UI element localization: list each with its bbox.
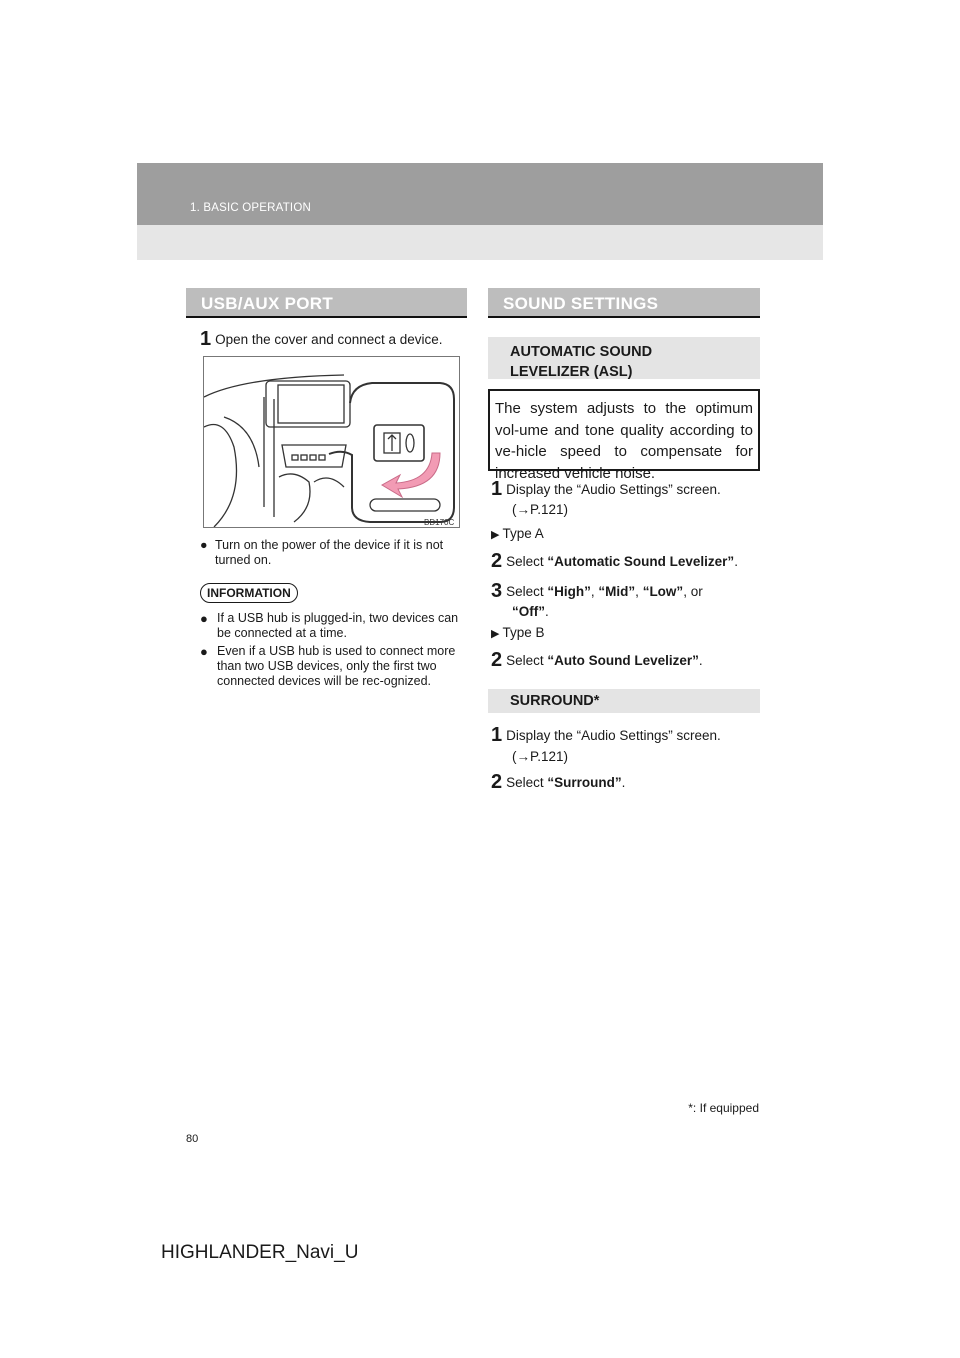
power-on-note: ● Turn on the power of the device if it is not turned on.: [200, 538, 444, 567]
information-label: INFORMATION: [200, 583, 298, 603]
header-subband: [137, 225, 823, 260]
header-band: [137, 163, 823, 225]
type-b-label: ▶ Type B: [491, 625, 545, 640]
page-number: 80: [186, 1133, 199, 1145]
asl-description-box: The system adjusts to the optimum vol-ume and tone quality according to ve-hicle speed to compensate for increased vehicle noise.: [488, 389, 760, 471]
asl-heading: AUTOMATIC SOUND LEVELIZER (ASL): [488, 337, 760, 379]
asl-type-a-step-2: 2 Select “Automatic Sound Levelizer”.: [491, 550, 738, 572]
bullet-icon: ●: [200, 611, 208, 626]
asl-type-a-step-3: 3 Select “High”, “Mid”, “Low”, or: [491, 580, 703, 602]
open-cover-arrow: [382, 453, 440, 497]
triangle-right-icon: ▶: [491, 628, 500, 640]
info-item-2: ● Even if a USB hub is used to connect more than two USB devices, only the first two connected devices will be rec-ognized.: [200, 644, 456, 688]
bullet-icon: ●: [200, 644, 208, 659]
usb-aux-port-heading: USB/AUX PORT: [186, 288, 467, 318]
triangle-right-icon: ▶: [491, 529, 500, 541]
type-a-label: ▶ Type A: [491, 526, 544, 541]
asl-type-a-step-3-cont: “Off”.: [512, 604, 549, 619]
usb-step-1: 1 Open the cover and connect a device.: [200, 328, 443, 350]
surround-step-1: 1 Display the “Audio Settings” screen.: [491, 724, 721, 746]
surround-heading: SURROUND*: [488, 689, 760, 713]
dashboard-usb-figure: [204, 357, 460, 528]
info-item-1: ● If a USB hub is plugged-in, two devices can be connected at a time.: [200, 611, 459, 640]
asl-step-1-ref: (→P.121): [512, 502, 569, 517]
figure-code: BD170C: [424, 518, 455, 527]
asl-type-b-step-2: 2 Select “Auto Sound Levelizer”.: [491, 649, 703, 671]
document-id: HIGHLANDER_Navi_U: [161, 1242, 359, 1263]
sound-settings-heading: SOUND SETTINGS: [488, 288, 760, 318]
bullet-icon: ●: [200, 538, 208, 552]
asl-step-1: 1 Display the “Audio Settings” screen.: [491, 478, 721, 500]
if-equipped-note: *: If equipped: [688, 1101, 759, 1115]
section-title: 1. BASIC OPERATION: [190, 202, 311, 214]
surround-step-2: 2 Select “Surround”.: [491, 771, 626, 793]
surround-step-1-ref: (→P.121): [512, 749, 569, 764]
usb-port-illustration: [203, 356, 460, 528]
